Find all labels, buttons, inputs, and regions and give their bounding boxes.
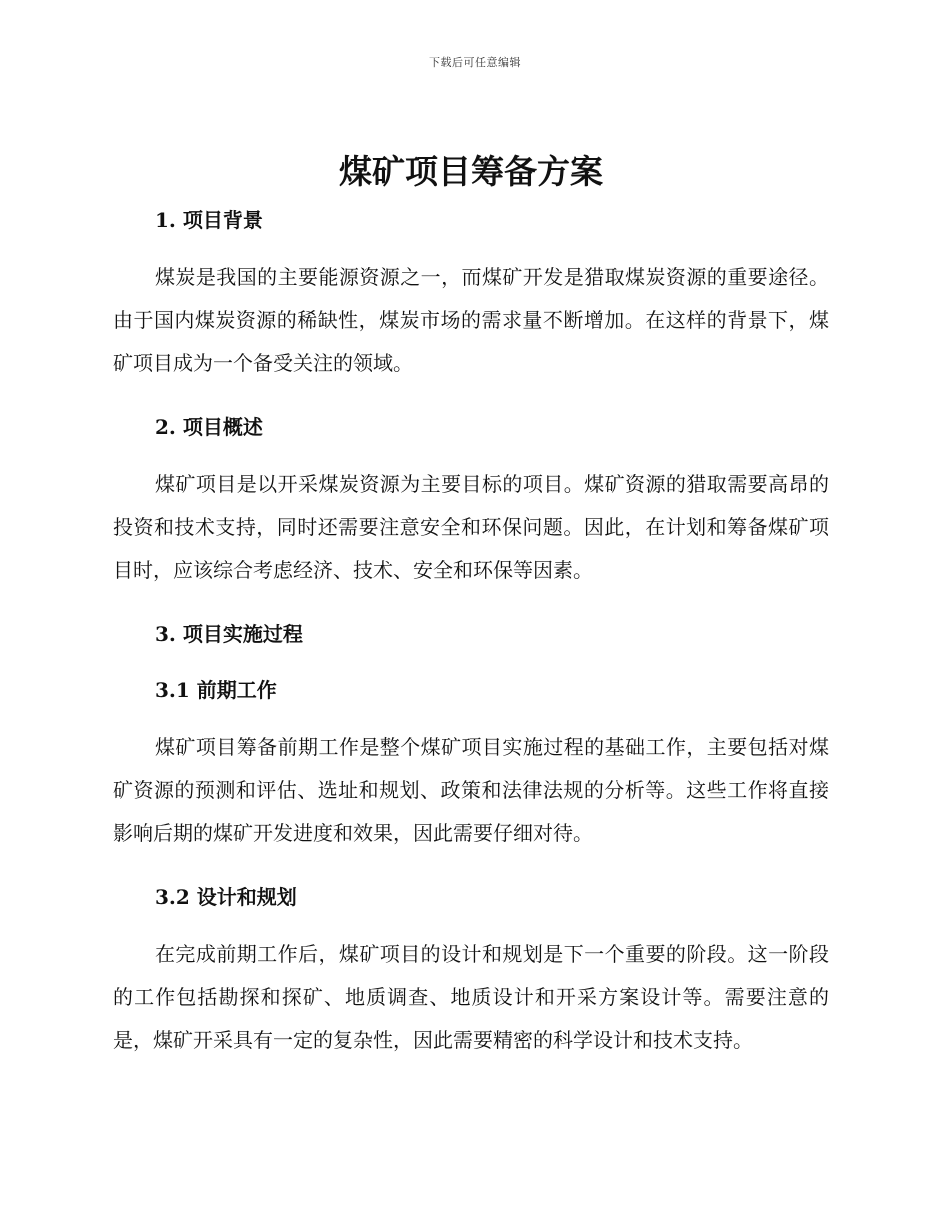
section-paragraph-design-planning: 在完成前期工作后，煤矿项目的设计和规划是下一个重要的阶段。这一阶段的工作包括勘探和探矿、地质调查、地质设计和开采方案设计等。需要注意的是，煤矿开采具有一定的复杂性，因此需要精密的科学设计和技术支持。 [113,942,829,1052]
document-body [113,148,829,1062]
section-paragraph-overview: 煤矿项目是以开采煤炭资源为主要目标的项目。煤矿资源的猎取需要高昂的投资和技术支持，同时还需要注意安全和环保问题。因此，在计划和筹备煤矿项目时，应该综合考虑经济、技术、安全和环保等因素。 [113,472,829,582]
header-note: 下载后可任意编辑 [429,56,521,69]
section-heading-design-planning: 3.2 设计和规划 [155,885,297,909]
section-heading-background: 1. 项目背景 [155,208,263,232]
section-heading-preliminary-work: 3.1 前期工作 [155,678,277,702]
document-title: 煤矿项目筹备方案 [339,152,603,191]
section-heading-implementation: 3. 项目实施过程 [155,622,303,646]
section-paragraph-preliminary-work: 煤矿项目筹备前期工作是整个煤矿项目实施过程的基础工作，主要包括对煤矿资源的预测和评估、选址和规划、政策和法律法规的分析等。这些工作将直接影响后期的煤矿开发进度和效果，因此需要仔细对待。 [113,735,829,845]
section-paragraph-background: 煤炭是我国的主要能源资源之一，而煤矿开发是猎取煤炭资源的重要途径。由于国内煤炭资源的稀缺性，煤炭市场的需求量不断增加。在这样的背景下，煤矿项目成为一个备受关注的领域。 [113,265,829,375]
section-heading-overview: 2. 项目概述 [155,415,263,439]
